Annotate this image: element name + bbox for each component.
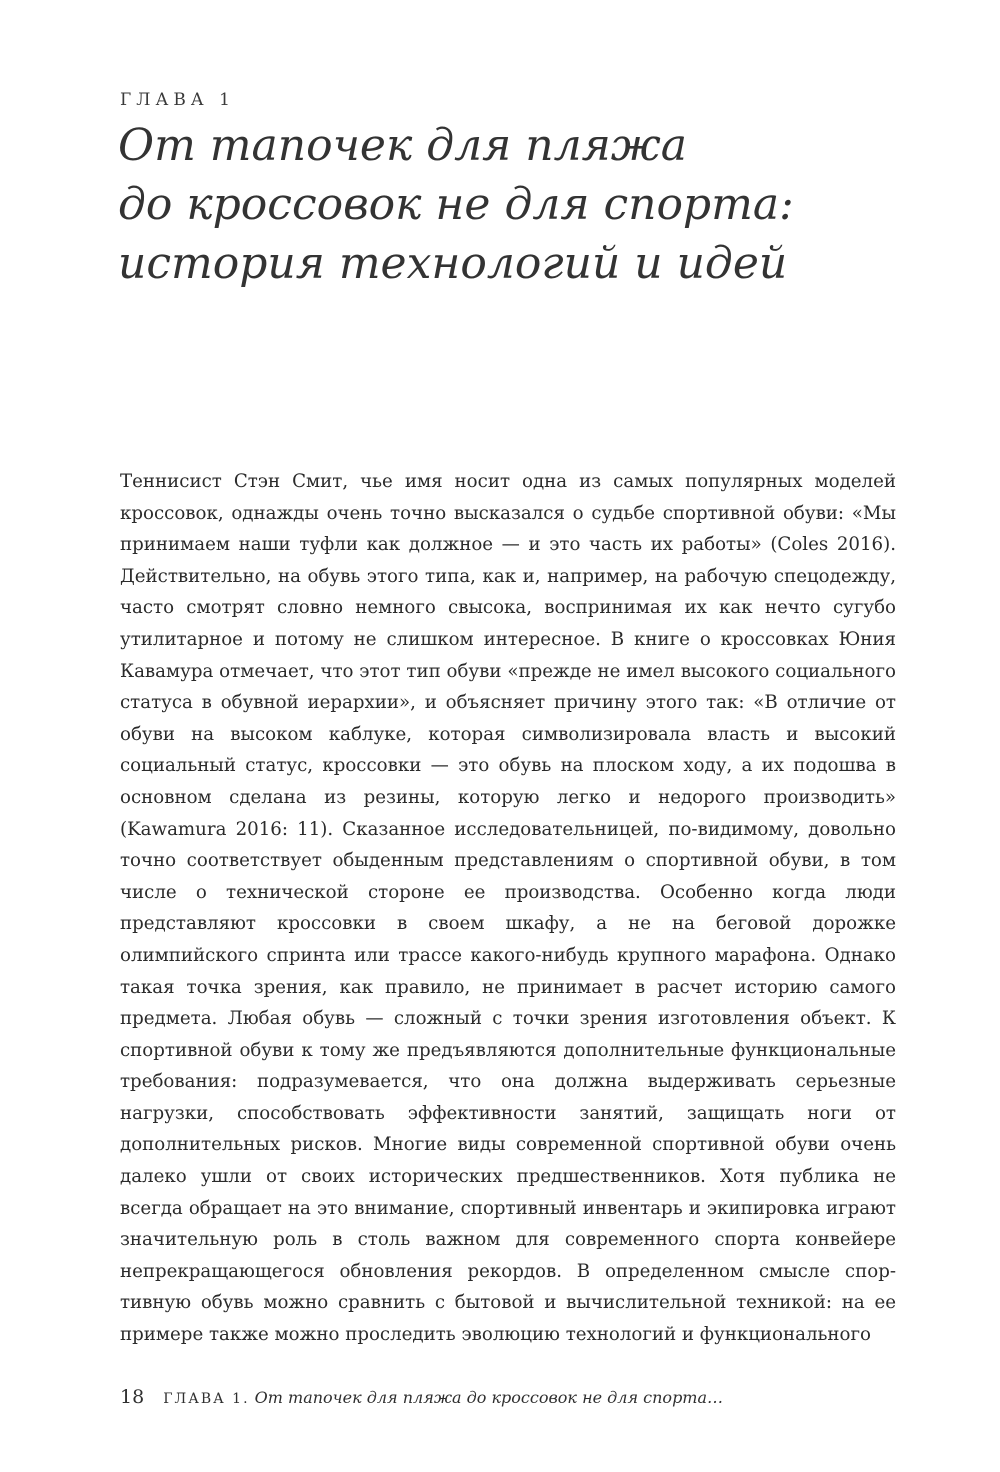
page-footer [120,1386,723,1408]
chapter-title-line: история технологий и идей [118,238,788,289]
chapter-title [118,116,918,293]
running-header-chapter: ГЛАВА 1. [163,1391,250,1407]
chapter-label: ГЛАВА 1 [120,90,235,110]
running-header-title: От тапочек для пляжа до кроссовок не для спорта… [254,1388,724,1407]
chapter-title-line: до кроссовок не для спорта: [118,179,794,230]
chapter-title-line: От тапочек для пляжа [118,120,687,171]
body-paragraph: Теннисист Стэн Смит, чье имя носит одна из самых популярных моделей кроссовок, однажды очень точно высказался о судьбе спортивной обуви: «Мы принимаем наши туфли как должное — и это часть их работы» (Coles 2016). Действительно, на обувь этого типа, как и, например, на рабочую спецодежду, часто смотрят словно немного свысока, воспринимая их как нечто сугубо утилитарное и потому не слишком интересное. В книге о кроссовках Юния Кавамура отмечает, что этот тип обуви «прежде не имел высокого социального статуса в обувной иерархии», и объясняет причину этого так: «В отличие от обуви на высоком каблуке, которая символизировала власть и высокий социальный статус, кроссовки — это обувь на плоском ходу, а их подошва в основном сделана из резины, которую легко и недорого производить» (Kawamura 2016: 11). Сказанное исследовательницей, по-видимому, довольно точно соответствует обыденным представлениям о спортивной обуви, в том числе о технической стороне ее производства. Особенно когда люди представляют кроссовки в своем шкафу, а не на беговой дорожке олимпийского спринта или трассе какого-нибудь крупного марафона. Однако такая точка зрения, как правило, не принимает в расчет историю самого предмета. Любая обувь — сложный с точки зрения изготовления объект. К спортивной обуви к тому же предъявляются дополнительные функциональные требования: подразумевается, что она должна выдерживать серьезные нагрузки, способствовать эффективности занятий, защищать ноги от дополнительных рисков. Многие виды современной спортивной обуви очень далеко ушли от своих исторических предшественников. Хотя публика не всегда обращает на это внимание, спортивный инвентарь и экипировка играют значительную роль в столь важном для современного спорта конвейере непрекращающегося обновления рекордов. В определенном смысле спортивную обувь можно сравнить с бытовой и вычислительной техникой: на ее примере также можно проследить эволюцию технологий и функционального [120,471,896,1346]
page-number: 18 [120,1386,145,1408]
